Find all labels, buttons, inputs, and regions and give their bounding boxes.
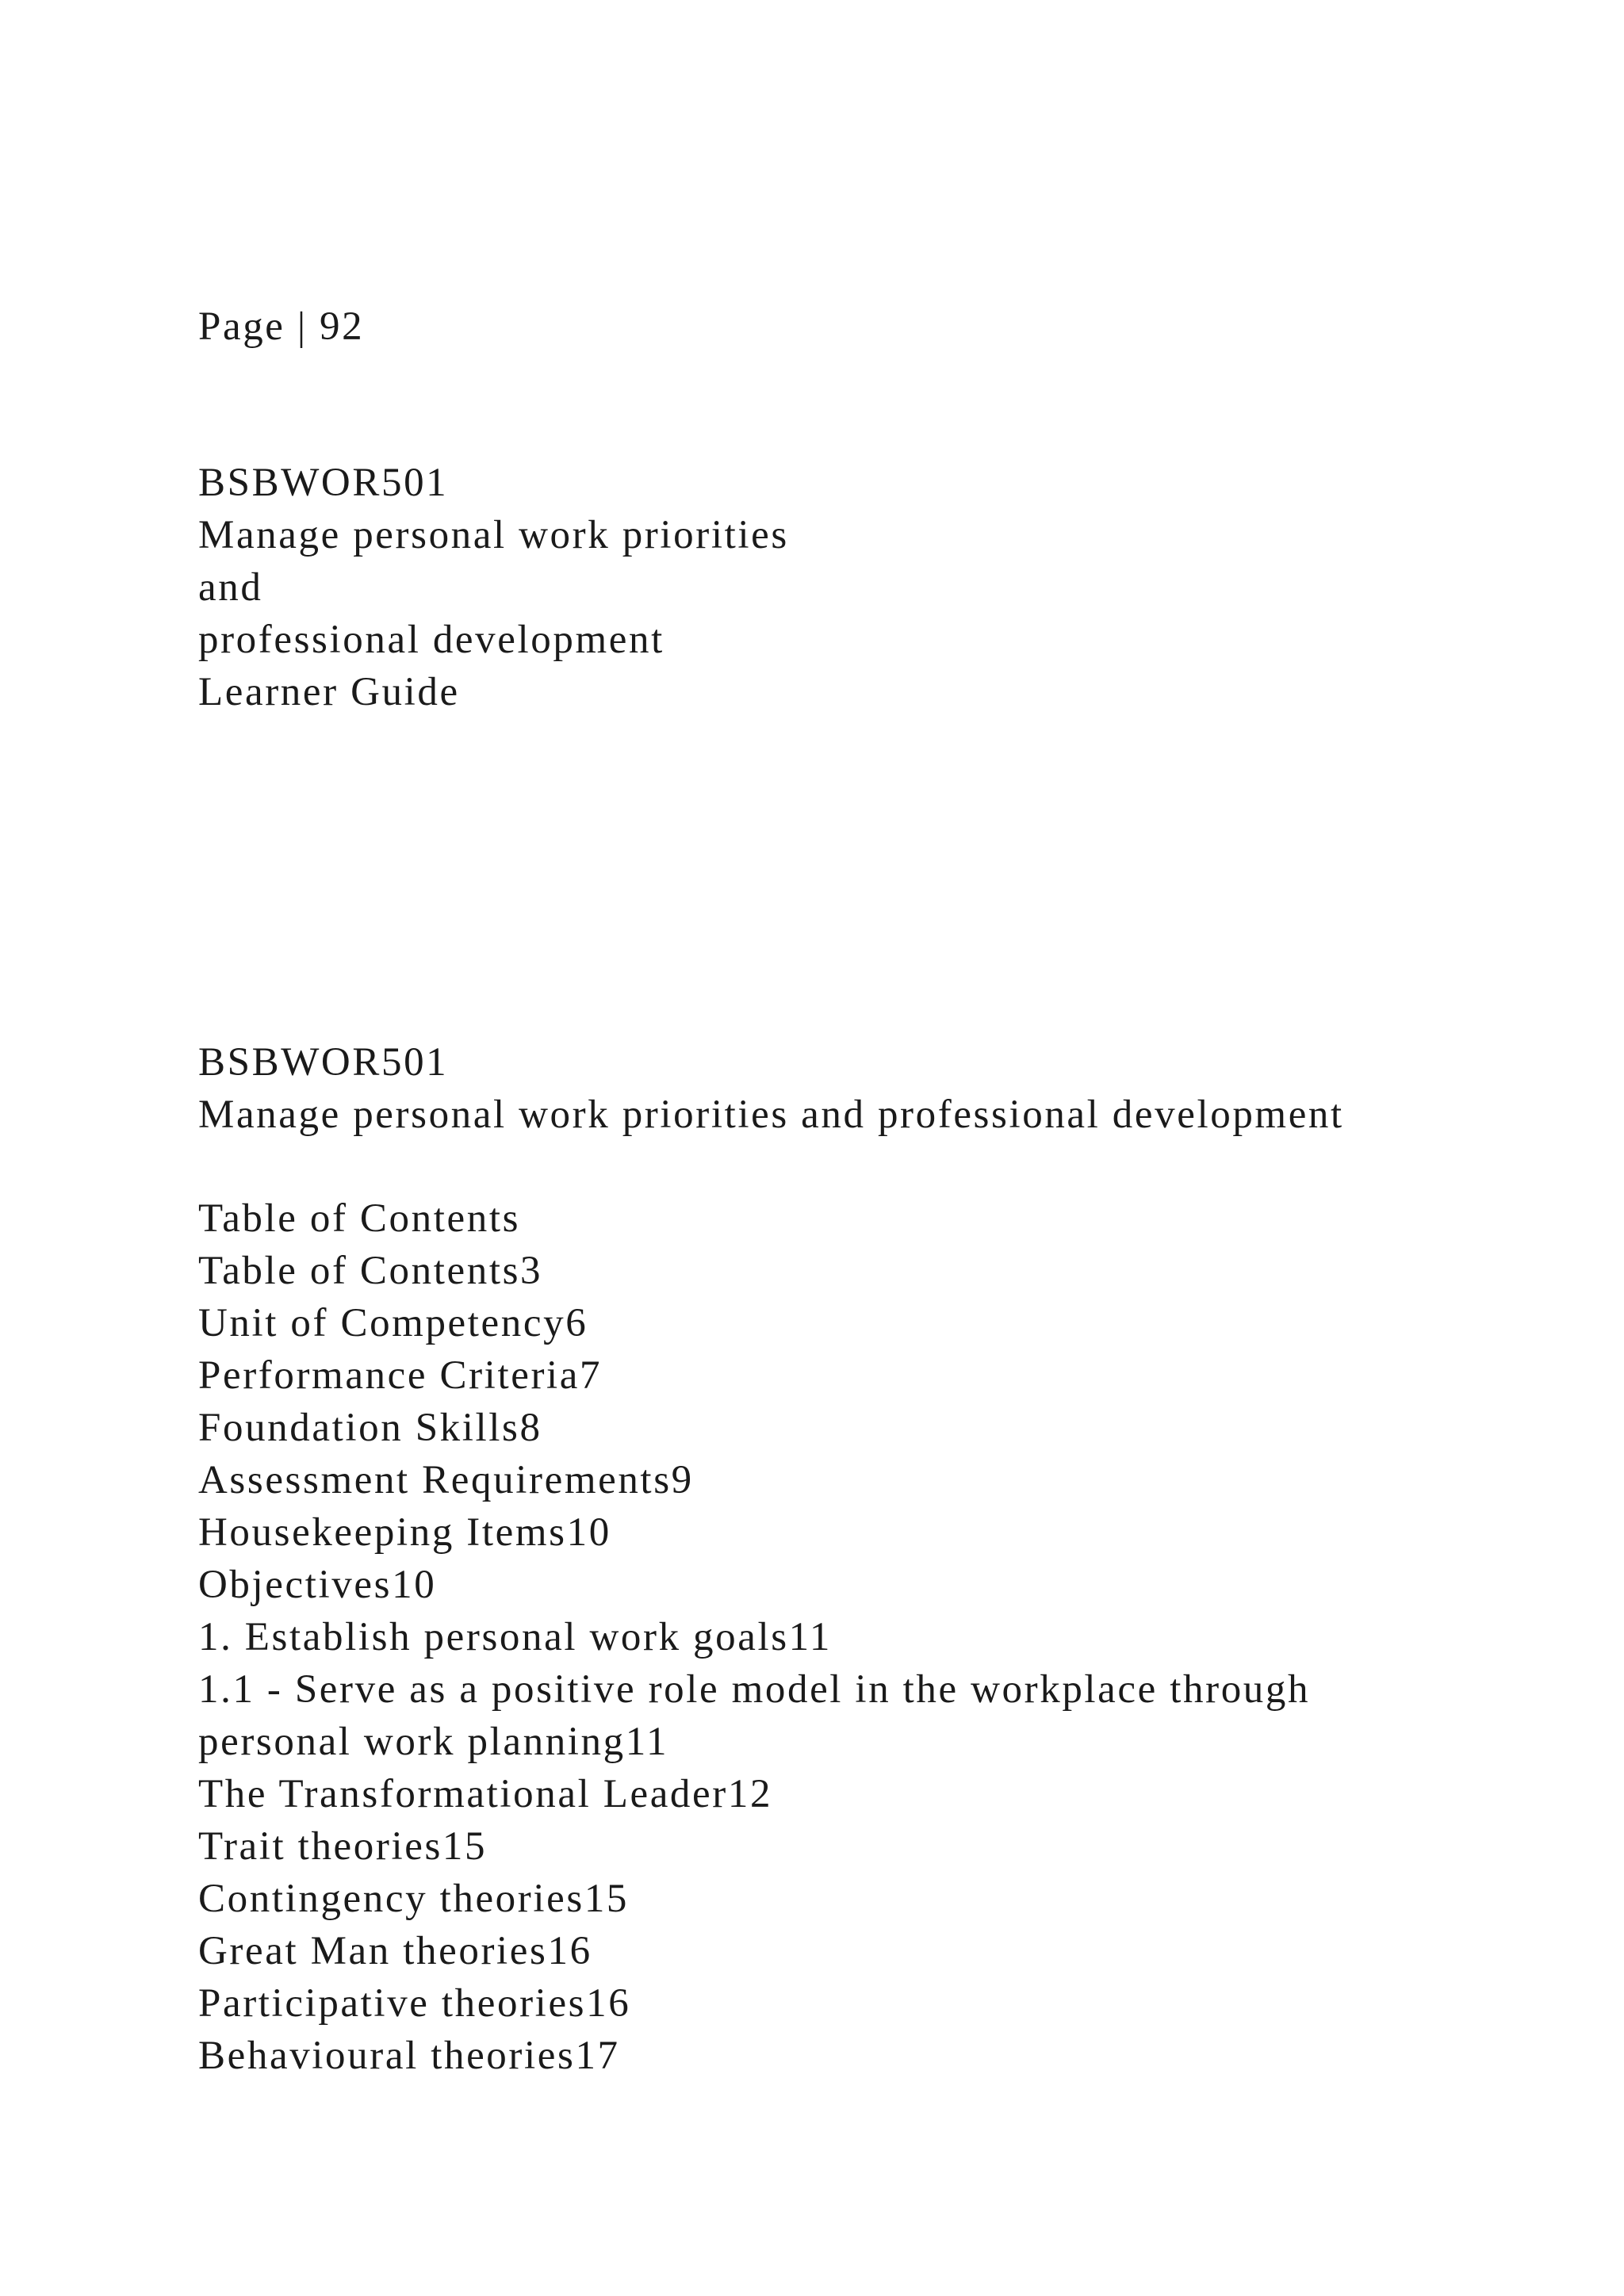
toc-entry[interactable]: 1.1 - Serve as a positive role model in the workplace through: [198, 1667, 1311, 1712]
section-unit-code: BSBWOR501: [198, 1040, 449, 1085]
toc-entry[interactable]: Housekeeping Items10: [198, 1510, 611, 1555]
cover-subtitle: Learner Guide: [198, 670, 460, 714]
cover-unit-code: BSBWOR501: [198, 461, 449, 505]
toc-entry[interactable]: Contingency theories15: [198, 1877, 630, 1921]
toc-entry[interactable]: personal work planning11: [198, 1720, 669, 1764]
toc-entry[interactable]: 1. Establish personal work goals11: [198, 1615, 832, 1659]
cover-title-line: Manage personal work priorities: [198, 513, 789, 557]
toc-entry[interactable]: Behavioural theories17: [198, 2034, 620, 2078]
toc-entry[interactable]: Great Man theories16: [198, 1929, 592, 1973]
toc-entry[interactable]: Table of Contents3: [198, 1249, 543, 1293]
page-header: [198, 300, 364, 353]
cover-title-block: [198, 457, 789, 718]
toc-entry[interactable]: Performance Criteria7: [198, 1353, 603, 1398]
cover-title-line: professional development: [198, 618, 665, 662]
section-title-block: [198, 1036, 1344, 1141]
toc-entry[interactable]: Objectives10: [198, 1563, 437, 1607]
toc-entry[interactable]: Assessment Requirements9: [198, 1458, 694, 1502]
cover-title-line: and: [198, 565, 263, 610]
toc-entry[interactable]: Foundation Skills8: [198, 1406, 542, 1450]
page-number-label: Page | 92: [198, 304, 365, 349]
toc-entry[interactable]: Participative theories16: [198, 1981, 631, 2026]
toc-heading: Table of Contents: [198, 1196, 521, 1241]
section-title: Manage personal work priorities and professional development: [198, 1093, 1344, 1137]
toc-entry[interactable]: Trait theories15: [198, 1824, 488, 1869]
toc-entry[interactable]: The Transformational Leader12: [198, 1772, 773, 1816]
table-of-contents: [198, 1192, 1310, 2082]
toc-entry[interactable]: Unit of Competency6: [198, 1301, 588, 1345]
